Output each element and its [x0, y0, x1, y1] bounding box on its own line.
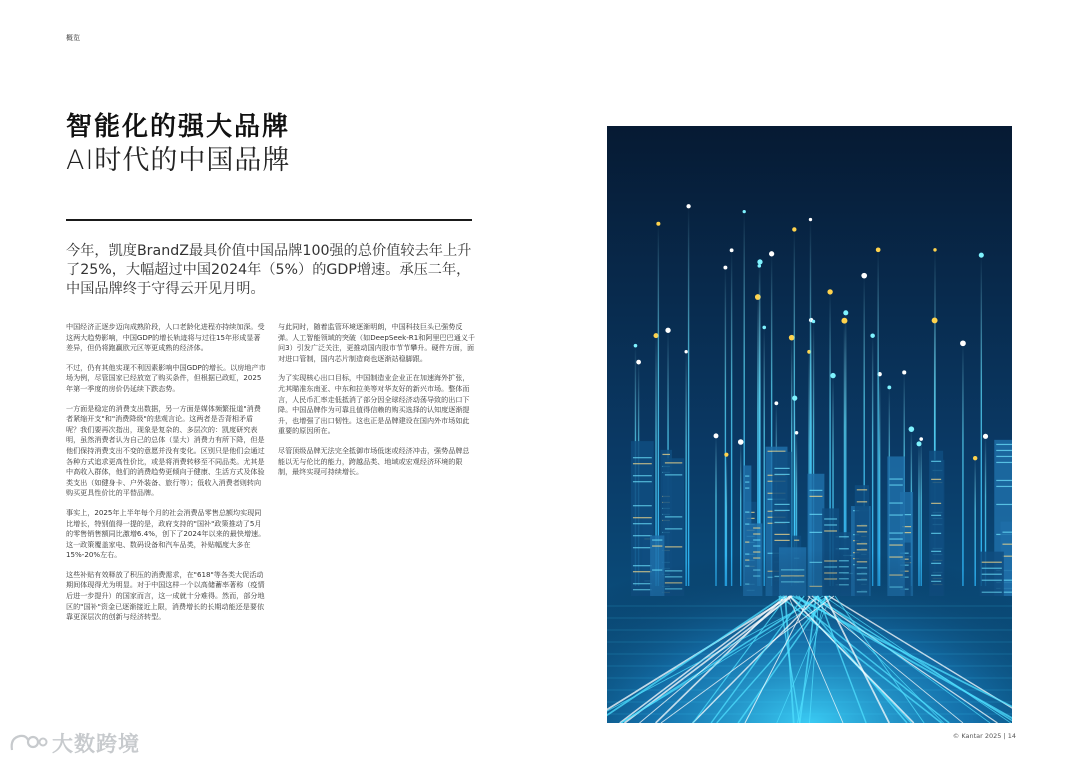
- city-data-lights-image: [607, 126, 1012, 723]
- beam-spark: [909, 426, 915, 432]
- body-paragraph: 事实上，2025年上半年每个月的社会消费品零售总额均实现同比增长，特别值得一提的是，政府支持的"国补"政策推动了5月的零售销售额同比激增6.4%，创下了2024年以来的最快增速。这一政策覆盖家电、数码设备和汽车品类，补贴幅度大多在15%-20%左右。: [66, 507, 266, 560]
- beam-spark: [861, 273, 867, 279]
- beam-spark: [636, 360, 641, 365]
- beam-spark: [830, 373, 835, 378]
- page-subtitle: AI时代的中国品牌: [66, 145, 291, 176]
- beam-spark: [723, 266, 727, 270]
- beam-spark: [743, 210, 746, 213]
- beam-spark: [634, 344, 638, 348]
- body-paragraph: 一方面是稳定的消费支出数据，另一方面是媒体频繁报道"消费者紧缩开支"和"消费降级"的悲观言论。这两者是否背相矛盾呢？我们要再次指出，现象是复杂的、多层次的：凯度研究表明，虽然消费者认为自己的总体（显大）消费力有所下降，但是他们保持消费支出不变的意愿并没有变化。区别只是他们会通过各种方式追求更高性价比，或是将消费转移至不同品类。尤其是中高收入群体，他们的消费趋势更倾向于健康、生活方式及体验类支出（如健身卡、户外装备、旅行等）；低收入消费者则转向购买更具性价比的平替品牌。: [66, 403, 265, 498]
- beam-spark: [983, 434, 988, 439]
- hero-image: [607, 126, 1012, 723]
- body-paragraph: 这些补贴有效释放了积压的消费需求，在"618"等各类大促活动期间体现得尤为明显。对于中国这样一个以高储蓄率著称（疫情后进一步提升）的国家而言，这一成就十分难得。然而，部分地区的"国补"资金已逐渐接近上限，消费增长的长期动能还是要依靠更深层次的创新与经济转型。: [66, 569, 265, 622]
- watermark-text: 大数跨境: [52, 732, 140, 756]
- building-window: [745, 475, 749, 476]
- beam-spark: [902, 370, 906, 374]
- building-window: [810, 490, 823, 491]
- beam-spark: [919, 437, 923, 441]
- beam-spark: [714, 433, 719, 438]
- building-window: [633, 463, 652, 464]
- building-window: [810, 496, 823, 497]
- body-paragraph: 不过，仍有其他实现不利因素影响中国GDP的增长。以房地产市场为例，尽管国家已经放宽了购买条件，但根据已政虹，2025年第一季度的房价仍延续下跌态势。: [66, 362, 266, 393]
- building-window: [774, 504, 789, 505]
- building-window: [745, 487, 749, 488]
- beam-spark: [792, 227, 796, 231]
- beam-spark: [665, 328, 670, 333]
- building-window: [889, 502, 902, 503]
- beam-spark: [684, 350, 687, 353]
- building-window: [996, 456, 1012, 457]
- building-window: [996, 444, 1012, 445]
- building-window: [745, 481, 749, 482]
- beam-spark: [809, 218, 812, 221]
- building-window: [857, 489, 867, 490]
- body-paragraph: 与此同时，随着监管环境逐渐明朗，中国科技巨头已强势反弹。人工智能领域的突破（如DeepSeek-R1和阿里巴巴通义千问3）引发广泛关注，更推动国内股市节节攀升。硬件方面，面对进口管制，国内芯片制造商也逐渐站稳脚跟。: [278, 322, 476, 363]
- beam-spark: [876, 247, 881, 252]
- building-window: [996, 462, 1012, 463]
- building-window: [889, 478, 902, 479]
- page-footer: © Kantar 2025 | 14: [952, 732, 1016, 740]
- title-divider: [66, 219, 472, 221]
- watermark: [8, 727, 140, 759]
- building-window: [665, 462, 682, 463]
- beam-spark: [917, 441, 922, 446]
- building-window: [889, 484, 902, 485]
- building-window: [633, 481, 652, 482]
- building-window: [931, 479, 941, 480]
- body-paragraph: 尽管顶级品牌无法完全抵御市场低迷或经济冲击，强势品牌总能以无与伦比的能力，跨越品类、地域或宏观经济环境的限制，最终实现可持续增长。: [278, 445, 470, 477]
- building-window: [774, 474, 789, 475]
- beam-spark: [724, 453, 728, 457]
- beam-spark: [762, 326, 766, 330]
- beam-spark: [932, 318, 938, 324]
- beam-spark: [686, 204, 690, 208]
- building-window: [996, 480, 1012, 481]
- building-window: [774, 468, 789, 469]
- building-window: [768, 451, 786, 452]
- beam-spark: [979, 253, 984, 258]
- building-window: [996, 504, 1012, 505]
- building-window: [996, 450, 1012, 451]
- page-title: 智能化的强大品牌: [66, 112, 291, 142]
- beam-spark: [870, 333, 874, 337]
- beam-spark: [843, 310, 848, 315]
- beam-spark: [841, 318, 847, 324]
- beam-spark: [973, 456, 977, 460]
- beam-spark: [960, 340, 966, 346]
- beam-spark: [933, 248, 936, 251]
- building-window: [931, 461, 941, 462]
- lead-paragraph: 今年，凯度BrandZ最具价值中国品牌100强的总价值较去年上升了25%，大幅超过中国2024年（5%）的GDP增速。承压二年，中国品牌终于守得云开见月明。: [66, 243, 472, 297]
- building-window: [633, 475, 652, 476]
- beam-spark: [774, 401, 778, 405]
- body-column-left: [66, 322, 266, 632]
- beam-spark: [738, 439, 744, 445]
- beam-spark: [827, 289, 832, 294]
- building-window: [996, 486, 1012, 487]
- building-window: [931, 503, 941, 504]
- building-window: [633, 457, 652, 458]
- building-window: [665, 474, 682, 475]
- beam-spark: [769, 251, 774, 256]
- beam-spark: [812, 320, 815, 323]
- body-paragraph: 中国经济正逐步迈向成熟阶段，人口老龄化进程亦持续加深。受这两大趋势影响，中国GDP的增长轨迹将与过往15年形成显著差异，但仍将跑赢欧元区等更成熟的经济体。: [66, 322, 265, 353]
- beam-spark: [792, 395, 797, 400]
- body-column-right: [278, 322, 476, 487]
- beam-spark: [656, 222, 660, 226]
- beam-spark: [757, 259, 762, 264]
- section-label: 概览: [66, 34, 80, 42]
- watermark-logo-icon: [8, 730, 48, 756]
- body-paragraph: 为了实现核心出口目标，中国制造业企业正在加速海外扩张，尤其瞄准东南亚、中东和拉美等对华友好的新兴市场。整体而言，人民币汇率走低抵消了部分因全球经济动荡导致的出口下降。中国品牌作为可靠且值得信赖的购买选择的认知度逐渐提升，也增强了出口韧性。这也正是品牌建设在国内外市场如此重要的原因所在。: [278, 373, 470, 436]
- beam-spark: [887, 385, 891, 389]
- building-window: [857, 501, 867, 502]
- beam-spark: [730, 248, 734, 252]
- building-window: [662, 454, 670, 455]
- beam-spark: [758, 264, 762, 268]
